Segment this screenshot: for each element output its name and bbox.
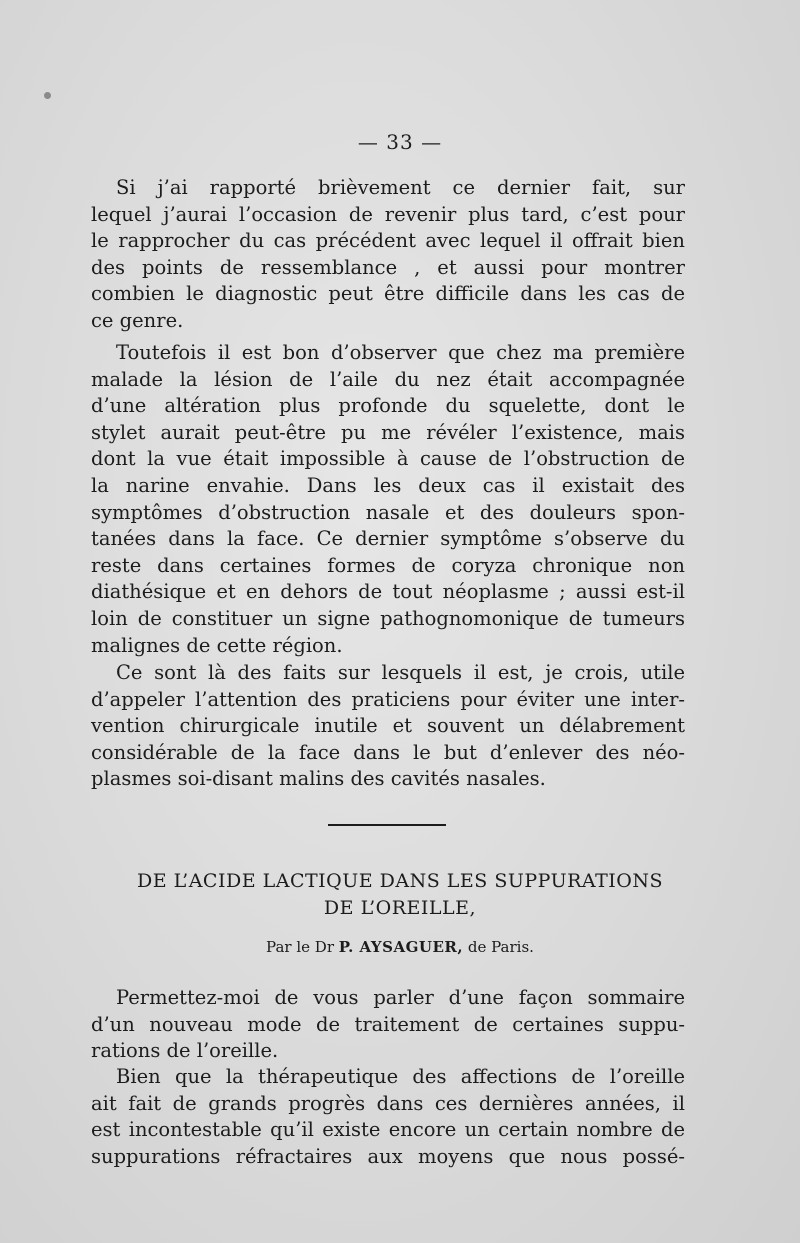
ink-speck — [44, 92, 51, 99]
byline-prefix: Par le Dr — [266, 938, 334, 956]
text-line: la narine envahie. Dans les deux cas il existait des — [91, 473, 685, 497]
text-line: malignes de cette région. — [91, 633, 343, 657]
page-number: — 33 — — [357, 130, 443, 154]
byline-suffix: de Paris. — [467, 938, 534, 956]
text-line: d’un nouveau mode de traitement de certaines suppu- — [91, 1012, 685, 1036]
article-title-line-1: DE L’ACIDE LACTIQUE DANS LES SUPPURATIONS — [136, 870, 664, 892]
article-paragraph-1 — [91, 985, 685, 1065]
text-line: le rapprocher du cas précédent avec lequel il offrait bien — [91, 229, 685, 253]
text-line: ait fait de grands progrès dans ces dernières années, il — [91, 1091, 685, 1115]
article-paragraph-2 — [91, 1064, 685, 1170]
text-line: suppurations réfractaires aux moyens que nous possé- — [91, 1144, 685, 1168]
text-line: loin de constituer un signe pathognomonique de tumeurs — [91, 606, 685, 630]
text-line: Toutefois il est bon d’observer que chez ma première — [116, 341, 685, 364]
text-line: est incontestable qu’il existe encore un certain nombre de — [91, 1118, 685, 1142]
text-line: rations de l’oreille. — [91, 1039, 279, 1063]
text-line: lequel j’aurai l’occasion de revenir plus tard, c’est pour — [91, 202, 685, 226]
text-line: Si j’ai rapporté brièvement ce dernier fait, sur — [116, 176, 685, 199]
text-line: considérable de la face dans le but d’enlever des néo- — [91, 740, 685, 764]
text-line: Ce sont là des faits sur lesquels il est, je crois, utile — [116, 661, 685, 684]
text-line: tanées dans la face. Ce dernier symptôme s’observe du — [91, 527, 685, 551]
section-separator — [328, 824, 446, 826]
text-line: d’appeler l’attention des praticiens pour éviter une inter- — [91, 687, 685, 711]
article-byline — [0, 938, 800, 956]
text-line: symptômes d’obstruction nasale et des douleurs spon- — [91, 500, 685, 524]
text-line: vention chirurgicale inutile et souvent un délabrement — [91, 714, 685, 738]
text-line: Bien que la thérapeutique des affections de l’oreille — [116, 1065, 685, 1088]
paragraph-3 — [91, 660, 685, 793]
text-line: malade la lésion de l’aile du nez était accompagnée — [91, 367, 685, 391]
text-line: diathésique et en dehors de tout néoplasme ; aussi est-il — [91, 580, 685, 604]
text-line: des points de ressemblance , et aussi pour montrer — [91, 255, 685, 279]
text-line: combien le diagnostic peut être difficile dans les cas de — [91, 282, 685, 306]
paragraph-1 — [91, 175, 685, 335]
article-title-line-2: DE L’OREILLE, — [323, 897, 477, 919]
text-line: ce genre. — [91, 308, 184, 332]
text-line: Permettez-moi de vous parler d’une façon sommaire — [116, 986, 685, 1009]
text-line: d’une altération plus profonde du squelette, dont le — [91, 394, 685, 418]
text-line: stylet aurait peut-être pu me révéler l’existence, mais — [91, 420, 685, 444]
text-line: reste dans certaines formes de coryza chronique non — [91, 553, 685, 577]
paragraph-2 — [91, 340, 685, 659]
author-name: P. AYSAGUER, — [338, 938, 464, 956]
text-line: plasmes soi-disant malins des cavités nasales. — [91, 767, 546, 791]
text-line: dont la vue était impossible à cause de l’obstruction de — [91, 447, 685, 471]
